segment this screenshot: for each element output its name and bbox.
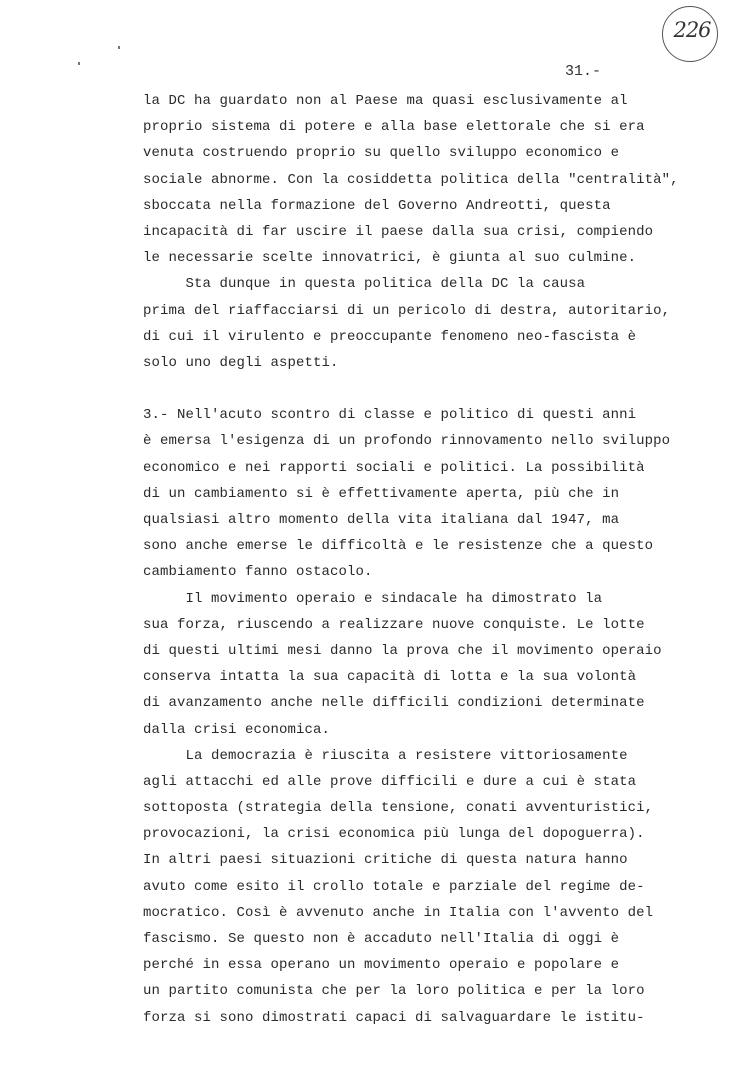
archive-stamp-number: 226: [673, 18, 711, 42]
text-line: di avanzamento anche nelle difficili condizioni determinate: [143, 695, 645, 712]
text-line: economico e nei rapporti sociali e politici. La possibilità: [143, 459, 645, 476]
text-line: dalla crisi economica.: [143, 721, 331, 738]
text-line: sua forza, riuscendo a realizzare nuove conquiste. Le lotte: [143, 616, 645, 633]
paper-speck: [118, 46, 120, 49]
text-line: sono anche emerse le difficoltà e le resistenze che a questo: [143, 538, 654, 555]
paragraph-2: [143, 271, 703, 376]
text-line: le necessarie scelte innovatrici, è giunta al suo culmine.: [143, 250, 637, 267]
text-line: di cui il virulento e preoccupante fenomeno neo-fascista è: [143, 328, 637, 345]
text-line: Il movimento operaio e sindacale ha dimostrato la: [143, 590, 603, 607]
text-line: di un cambiamento si è effettivamente aperta, più che in: [143, 485, 620, 502]
text-line: fascismo. Se questo non è accaduto nell'Italia di oggi è: [143, 931, 620, 947]
text-line: In altri paesi situazioni critiche di questa natura hanno: [143, 852, 628, 869]
text-line: avuto come esito il crollo totale e parziale del regime de-: [143, 878, 645, 895]
text-line: è emersa l'esigenza di un profondo rinnovamento nello sviluppo: [143, 433, 671, 450]
text-line: incapacità di far uscire il paese dalla sua crisi, compiendo: [143, 223, 654, 240]
paragraph-4: [143, 586, 703, 743]
text-line: venuta costruendo proprio su quello sviluppo economico e: [143, 145, 620, 162]
text-line: conserva intatta la sua capacità di lotta e la sua volontà: [143, 669, 637, 686]
text-line: agli attacchi ed alle prove difficili e dure a cui è stata: [143, 773, 637, 790]
text-line: Sta dunque in questa politica della DC la causa: [143, 276, 586, 293]
text-line: proprio sistema di potere e alla base elettorale che si era: [143, 119, 645, 136]
paragraph-5: [143, 743, 703, 1031]
text-line: solo uno degli aspetti.: [143, 354, 339, 371]
text-line: sboccata nella formazione del Governo Andreotti, questa: [143, 197, 611, 214]
text-line: provocazioni, la crisi economica più lunga del dopoguerra).: [143, 826, 645, 843]
document-body: [143, 88, 703, 1031]
text-line: cambiamento fanno ostacolo.: [143, 564, 373, 581]
text-line: sottoposta (strategia della tensione, conati avventuristici,: [143, 800, 654, 817]
text-line: qualsiasi altro momento della vita italiana dal 1947, ma: [143, 512, 620, 528]
paper-speck: [78, 62, 80, 65]
paragraph-1: [143, 88, 703, 271]
text-line: sociale abnorme. Con la cosiddetta politica della "centralità",: [143, 171, 679, 188]
text-line: 3.- Nell'acuto scontro di classe e politico di questi anni: [143, 407, 637, 424]
text-line: forza si sono dimostrati capaci di salvaguardare le istitu-: [143, 1009, 645, 1026]
text-line: di questi ultimi mesi danno la prova che il movimento operaio: [143, 642, 662, 659]
section-3-paragraph: [143, 402, 703, 585]
text-line: La democrazia è riuscita a resistere vittoriosamente: [143, 747, 628, 764]
text-line: prima del riaffacciarsi di un pericolo di destra, autoritario,: [143, 302, 671, 319]
text-line: la DC ha guardato non al Paese ma quasi esclusivamente al: [143, 93, 628, 109]
text-line: mocratico. Così è avvenuto anche in Italia con l'avvento del: [143, 904, 654, 921]
text-line: perché in essa operano un movimento operaio e popolare e: [143, 957, 620, 974]
page-number: 31.-: [565, 63, 602, 80]
text-line: un partito comunista che per la loro politica e per la loro: [143, 983, 645, 1000]
paragraph-spacer: [143, 376, 703, 402]
